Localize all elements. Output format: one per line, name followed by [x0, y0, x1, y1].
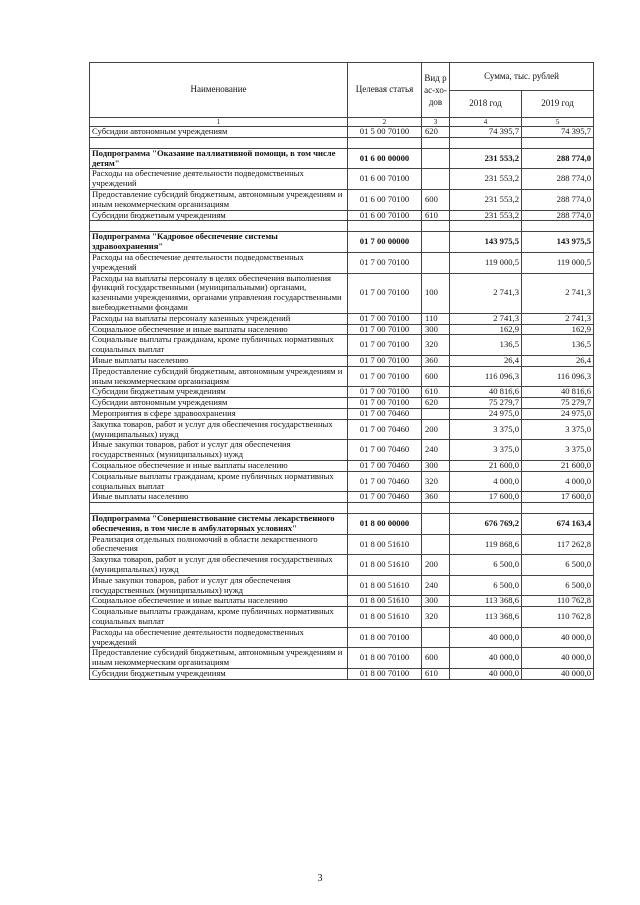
row-amount-2018: 231 553,2	[450, 148, 522, 169]
budget-table	[89, 62, 594, 680]
header-year-2018: 2018 год	[450, 91, 522, 118]
row-target-code: 01 7 00 70460	[348, 492, 422, 503]
table-row	[90, 534, 594, 555]
row-amount-2018: 6 500,0	[450, 555, 522, 576]
row-amount-2019: 110 762,8	[522, 596, 594, 607]
row-amount-2018: 143 975,5	[450, 232, 522, 253]
table-row	[90, 627, 594, 648]
row-name: Иные закупки товаров, работ и услуг для обеспечения государственных (муниципальных) нужд	[90, 575, 348, 596]
table-row	[90, 355, 594, 366]
header-name: Наименование	[90, 63, 348, 118]
row-target-code: 01 5 00 70100	[348, 127, 422, 138]
index-cell: 5	[522, 118, 594, 127]
row-name: Иные закупки товаров, работ и услуг для обеспечения государственных (муниципальных) нужд	[90, 440, 348, 461]
row-amount-2018: 231 553,2	[450, 189, 522, 210]
row-amount-2018: 162,9	[450, 324, 522, 335]
row-expense-type: 600	[422, 648, 450, 669]
table-row	[90, 273, 594, 313]
row-name: Расходы на обеспечение деятельности подведомственных учреждений	[90, 252, 348, 273]
row-expense-type: 600	[422, 366, 450, 387]
table-row	[90, 335, 594, 356]
row-name: Социальное обеспечение и иные выплаты населению	[90, 324, 348, 335]
row-amount-2019: 674 163,4	[522, 514, 594, 535]
row-expense-type	[422, 534, 450, 555]
row-expense-type: 300	[422, 460, 450, 471]
row-amount-2018: 3 375,0	[450, 440, 522, 461]
row-name: Расходы на обеспечение деятельности подведомственных учреждений	[90, 169, 348, 190]
row-name: Предоставление субсидий бюджетным, автономным учреждениям и иным некоммерческим организациям	[90, 189, 348, 210]
row-amount-2018: 4 000,0	[450, 471, 522, 492]
row-amount-2018: 75 279,7	[450, 398, 522, 409]
table-row	[90, 419, 594, 440]
row-amount-2019: 119 000,5	[522, 252, 594, 273]
row-amount-2019: 4 000,0	[522, 471, 594, 492]
row-expense-type: 620	[422, 127, 450, 138]
index-cell: 2	[348, 118, 422, 127]
table-row	[90, 555, 594, 576]
row-amount-2019: 117 262,8	[522, 534, 594, 555]
row-amount-2019: 2 741,3	[522, 313, 594, 324]
table-row	[90, 440, 594, 461]
row-amount-2018: 3 375,0	[450, 419, 522, 440]
row-amount-2018: 6 500,0	[450, 575, 522, 596]
spacer-row	[90, 137, 594, 148]
table-body	[90, 63, 594, 680]
row-target-code: 01 7 00 70100	[348, 387, 422, 398]
row-amount-2019: 288 774,0	[522, 210, 594, 221]
row-amount-2018: 119 000,5	[450, 252, 522, 273]
index-cell: 1	[90, 118, 348, 127]
row-target-code: 01 6 00 70100	[348, 189, 422, 210]
spacer-cell	[348, 503, 422, 514]
row-amount-2018: 113 368,6	[450, 607, 522, 628]
row-amount-2018: 2 741,3	[450, 273, 522, 313]
row-name: Субсидии бюджетным учреждениям	[90, 210, 348, 221]
row-amount-2018: 2 741,3	[450, 313, 522, 324]
row-amount-2019: 74 395,7	[522, 127, 594, 138]
table-row	[90, 471, 594, 492]
table-row	[90, 210, 594, 221]
row-name: Иные выплаты населению	[90, 355, 348, 366]
row-amount-2019: 75 279,7	[522, 398, 594, 409]
row-name: Социальное обеспечение и иные выплаты населению	[90, 460, 348, 471]
spacer-cell	[450, 503, 522, 514]
row-name: Подпрограмма "Оказание паллиативной помощи, в том числе детям"	[90, 148, 348, 169]
row-target-code: 01 7 00 70460	[348, 408, 422, 419]
row-amount-2019: 110 762,8	[522, 607, 594, 628]
row-target-code: 01 7 00 70100	[348, 355, 422, 366]
table-row	[90, 607, 594, 628]
row-expense-type: 610	[422, 669, 450, 680]
row-amount-2018: 40 816,6	[450, 387, 522, 398]
subprogram-row	[90, 148, 594, 169]
row-expense-type	[422, 514, 450, 535]
row-name: Иные выплаты населению	[90, 492, 348, 503]
spacer-cell	[522, 221, 594, 232]
row-expense-type: 600	[422, 189, 450, 210]
row-expense-type	[422, 252, 450, 273]
row-target-code: 01 8 00 70100	[348, 648, 422, 669]
row-target-code: 01 8 00 51610	[348, 596, 422, 607]
table-row	[90, 313, 594, 324]
row-amount-2019: 40 000,0	[522, 648, 594, 669]
row-name: Предоставление субсидий бюджетным, автономным учреждениям и иным некоммерческим организациям	[90, 366, 348, 387]
row-amount-2019: 143 975,5	[522, 232, 594, 253]
row-expense-type: 240	[422, 440, 450, 461]
row-target-code: 01 7 00 70100	[348, 252, 422, 273]
row-name: Социальное обеспечение и иные выплаты населению	[90, 596, 348, 607]
row-name: Субсидии автономным учреждениям	[90, 398, 348, 409]
header-row	[90, 63, 594, 91]
row-amount-2019: 3 375,0	[522, 440, 594, 461]
row-amount-2018: 231 553,2	[450, 169, 522, 190]
table-row	[90, 387, 594, 398]
row-expense-type: 300	[422, 324, 450, 335]
row-name: Социальные выплаты гражданам, кроме публичных нормативных социальных выплат	[90, 471, 348, 492]
row-expense-type: 240	[422, 575, 450, 596]
spacer-row	[90, 221, 594, 232]
row-target-code: 01 8 00 00000	[348, 514, 422, 535]
header-year-2019: 2019 год	[522, 91, 594, 118]
row-amount-2019: 288 774,0	[522, 148, 594, 169]
row-amount-2018: 24 975,0	[450, 408, 522, 419]
row-expense-type	[422, 627, 450, 648]
row-target-code: 01 7 00 70100	[348, 324, 422, 335]
row-amount-2018: 40 000,0	[450, 669, 522, 680]
row-amount-2019: 136,5	[522, 335, 594, 356]
table-row	[90, 669, 594, 680]
row-amount-2018: 676 769,2	[450, 514, 522, 535]
row-target-code: 01 6 00 00000	[348, 148, 422, 169]
row-amount-2019: 2 741,3	[522, 273, 594, 313]
row-amount-2018: 231 553,2	[450, 210, 522, 221]
row-expense-type: 610	[422, 387, 450, 398]
spacer-cell	[522, 503, 594, 514]
index-cell: 4	[450, 118, 522, 127]
row-amount-2019: 21 600,0	[522, 460, 594, 471]
row-target-code: 01 7 00 70100	[348, 398, 422, 409]
row-name: Мероприятия в сфере здравоохранения	[90, 408, 348, 419]
row-name: Социальные выплаты гражданам, кроме публичных нормативных социальных выплат	[90, 607, 348, 628]
row-name: Расходы на выплаты персоналу в целях обеспечения выполнения функций государственными (муниципальными) органами, казенными учреждениями, органами управления государственными внебюджетными фондами	[90, 273, 348, 313]
row-target-code: 01 8 00 70100	[348, 669, 422, 680]
table-row	[90, 408, 594, 419]
table-row	[90, 366, 594, 387]
row-expense-type: 320	[422, 471, 450, 492]
row-amount-2018: 116 096,3	[450, 366, 522, 387]
spacer-cell	[348, 221, 422, 232]
row-amount-2018: 21 600,0	[450, 460, 522, 471]
subprogram-row	[90, 232, 594, 253]
row-name: Социальные выплаты гражданам, кроме публичных нормативных социальных выплат	[90, 335, 348, 356]
row-name: Субсидии бюджетным учреждениям	[90, 669, 348, 680]
row-expense-type: 620	[422, 398, 450, 409]
row-amount-2019: 17 600,0	[522, 492, 594, 503]
table-row	[90, 127, 594, 138]
row-target-code: 01 8 00 51610	[348, 555, 422, 576]
table-row	[90, 648, 594, 669]
row-target-code: 01 8 00 51610	[348, 575, 422, 596]
table-row	[90, 252, 594, 273]
table-row	[90, 398, 594, 409]
row-target-code: 01 7 00 70460	[348, 419, 422, 440]
row-target-code: 01 7 00 00000	[348, 232, 422, 253]
row-amount-2018: 74 395,7	[450, 127, 522, 138]
row-target-code: 01 7 00 70100	[348, 366, 422, 387]
row-expense-type: 110	[422, 313, 450, 324]
row-target-code: 01 6 00 70100	[348, 210, 422, 221]
row-expense-type: 610	[422, 210, 450, 221]
row-target-code: 01 8 00 70100	[348, 627, 422, 648]
row-amount-2019: 26,4	[522, 355, 594, 366]
row-expense-type	[422, 232, 450, 253]
spacer-cell	[90, 137, 348, 148]
row-target-code: 01 7 00 70100	[348, 313, 422, 324]
row-expense-type: 320	[422, 335, 450, 356]
row-expense-type: 300	[422, 596, 450, 607]
table-row	[90, 575, 594, 596]
index-row	[90, 118, 594, 127]
row-name: Закупка товаров, работ и услуг для обеспечения государственных (муниципальных) нужд	[90, 419, 348, 440]
row-target-code: 01 7 00 70460	[348, 460, 422, 471]
spacer-cell	[90, 503, 348, 514]
row-amount-2019: 288 774,0	[522, 169, 594, 190]
index-cell: 3	[422, 118, 450, 127]
spacer-cell	[450, 137, 522, 148]
spacer-cell	[522, 137, 594, 148]
row-expense-type: 200	[422, 555, 450, 576]
row-amount-2018: 26,4	[450, 355, 522, 366]
row-name: Предоставление субсидий бюджетным, автономным учреждениям и иным некоммерческим организациям	[90, 648, 348, 669]
spacer-cell	[90, 221, 348, 232]
header-vid: Вид рас-хо-дов	[422, 63, 450, 118]
row-target-code: 01 6 00 70100	[348, 169, 422, 190]
row-expense-type	[422, 169, 450, 190]
row-amount-2018: 40 000,0	[450, 648, 522, 669]
table-row	[90, 492, 594, 503]
table-row	[90, 596, 594, 607]
spacer-cell	[422, 137, 450, 148]
spacer-cell	[348, 137, 422, 148]
row-expense-type: 320	[422, 607, 450, 628]
row-amount-2019: 288 774,0	[522, 189, 594, 210]
row-target-code: 01 7 00 70100	[348, 335, 422, 356]
row-target-code: 01 7 00 70100	[348, 273, 422, 313]
row-amount-2019: 6 500,0	[522, 575, 594, 596]
page-number: 3	[317, 873, 323, 884]
row-name: Закупка товаров, работ и услуг для обеспечения государственных (муниципальных) нужд	[90, 555, 348, 576]
header-target: Целевая статья	[348, 63, 422, 118]
row-target-code: 01 7 00 70460	[348, 471, 422, 492]
row-expense-type: 360	[422, 355, 450, 366]
row-expense-type: 360	[422, 492, 450, 503]
row-amount-2018: 113 368,6	[450, 596, 522, 607]
spacer-cell	[450, 221, 522, 232]
row-target-code: 01 7 00 70460	[348, 440, 422, 461]
row-name: Подпрограмма "Кадровое обеспечение системы здравоохранения"	[90, 232, 348, 253]
row-target-code: 01 8 00 51610	[348, 534, 422, 555]
row-name: Подпрограмма "Совершенствование системы лекарственного обеспечения, в том числе в амбулаторных условиях"	[90, 514, 348, 535]
row-expense-type: 100	[422, 273, 450, 313]
row-amount-2019: 162,9	[522, 324, 594, 335]
row-expense-type	[422, 148, 450, 169]
row-expense-type	[422, 408, 450, 419]
table-row	[90, 460, 594, 471]
spacer-cell	[422, 503, 450, 514]
spacer-cell	[422, 221, 450, 232]
subprogram-row	[90, 514, 594, 535]
row-amount-2019: 3 375,0	[522, 419, 594, 440]
row-target-code: 01 8 00 51610	[348, 607, 422, 628]
table-row	[90, 324, 594, 335]
row-name: Расходы на обеспечение деятельности подведомственных учреждений	[90, 627, 348, 648]
row-expense-type: 200	[422, 419, 450, 440]
table-row	[90, 189, 594, 210]
row-amount-2019: 40 000,0	[522, 669, 594, 680]
header-sum: Сумма, тыс. рублей	[450, 63, 594, 91]
row-amount-2019: 116 096,3	[522, 366, 594, 387]
spacer-row	[90, 503, 594, 514]
row-amount-2019: 24 975,0	[522, 408, 594, 419]
row-amount-2018: 119 868,6	[450, 534, 522, 555]
row-amount-2019: 40 816,6	[522, 387, 594, 398]
table-row	[90, 169, 594, 190]
row-name: Субсидии автономным учреждениям	[90, 127, 348, 138]
row-amount-2018: 136,5	[450, 335, 522, 356]
row-amount-2018: 17 600,0	[450, 492, 522, 503]
row-amount-2018: 40 000,0	[450, 627, 522, 648]
row-amount-2019: 6 500,0	[522, 555, 594, 576]
row-name: Субсидии бюджетным учреждениям	[90, 387, 348, 398]
row-name: Реализация отдельных полномочий в области лекарственного обеспечения	[90, 534, 348, 555]
row-name: Расходы на выплаты персоналу казенных учреждений	[90, 313, 348, 324]
row-amount-2019: 40 000,0	[522, 627, 594, 648]
